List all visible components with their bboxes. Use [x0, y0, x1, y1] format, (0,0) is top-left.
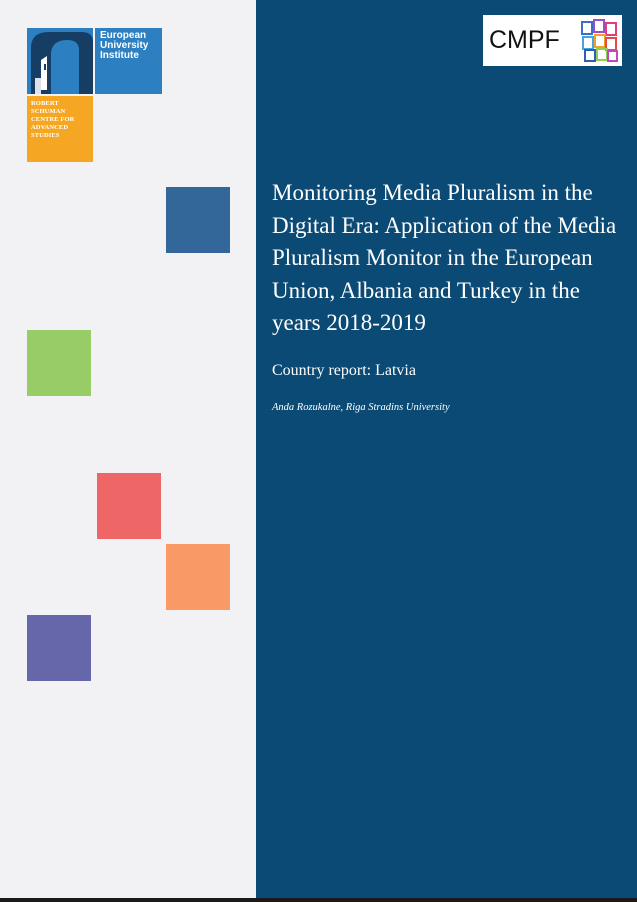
rsc-name: ROBERT SCHUMAN CENTRE FOR ADVANCED STUDIES: [31, 100, 75, 139]
decorative-square-red: [97, 473, 161, 539]
report-title: Monitoring Media Pluralism in the Digital Era: Application of the Media Pluralism Monitor in the European Union, Albania and Turkey in the years 2018-2019: [272, 180, 617, 335]
decorative-square-purple: [27, 615, 91, 681]
report-subtitle: Country report: Latvia: [272, 362, 416, 379]
eui-wordmark: [95, 28, 162, 94]
decorative-square-blue: [166, 187, 230, 253]
report-author: Anda Rozukalne, Riga Stradins University: [272, 402, 450, 413]
eui-name: European University Institute: [100, 30, 149, 61]
eui-arch-icon: [27, 28, 93, 94]
rsc-logo: [27, 96, 93, 162]
cmpf-squares-icon: [579, 19, 619, 63]
eui-emblem-logo: [27, 28, 93, 94]
decorative-square-orange: [166, 544, 230, 610]
decorative-square-green: [27, 330, 91, 396]
cmpf-wordmark: CMPF: [489, 26, 560, 54]
right-panel: [256, 0, 637, 898]
cmpf-logo: [483, 15, 622, 66]
bottom-rule: [0, 898, 637, 902]
